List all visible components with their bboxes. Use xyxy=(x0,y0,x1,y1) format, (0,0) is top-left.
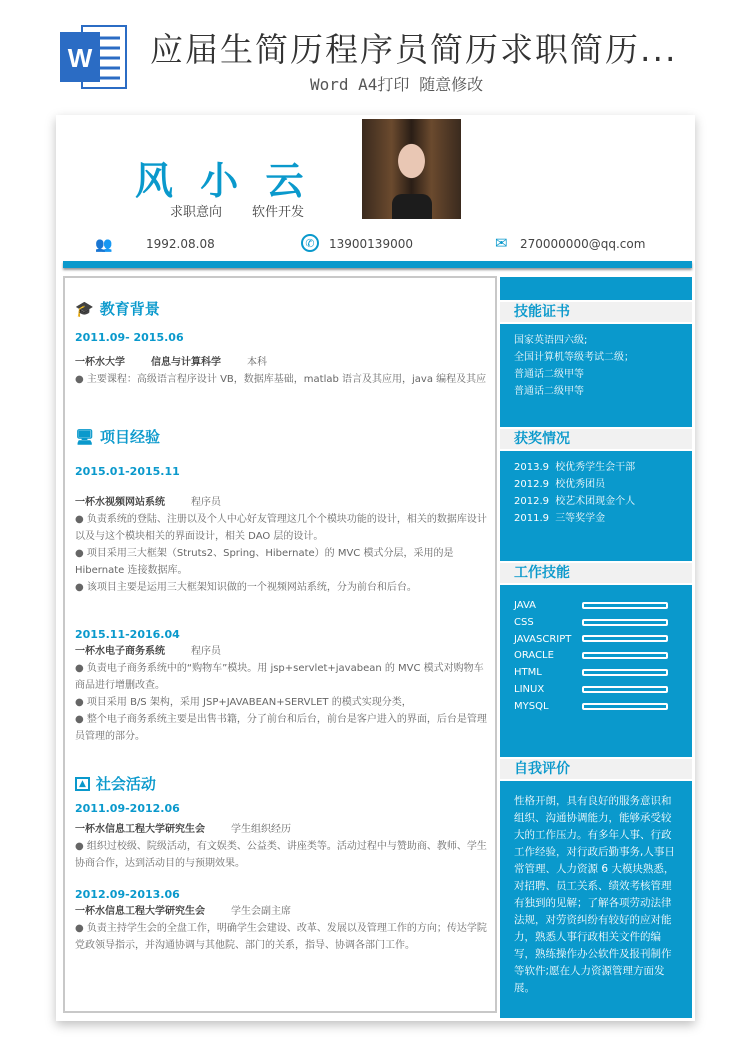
project-line: ● 整个电子商务系统主要是出售书籍，分了前台和后台，前台是客户进入的界面，后台是管理员管理的部分。 xyxy=(75,714,487,742)
certs-list xyxy=(500,324,692,427)
activity-date: 2012.09-2013.06 xyxy=(75,888,180,901)
award-name: 校优秀团员 xyxy=(555,479,606,490)
skill-name: JAVA xyxy=(514,599,537,611)
word-icon xyxy=(60,22,128,92)
phone-icon: ✆ xyxy=(301,234,319,252)
graduation-cap-icon: 🎓 xyxy=(75,299,94,318)
award-item xyxy=(514,510,678,527)
cert-item: 普通话二级甲等 xyxy=(514,386,584,397)
activity-role: 学生会副主席 xyxy=(231,906,291,917)
project-name: 一杯水电子商务系统 xyxy=(75,646,165,657)
skill-name: CSS xyxy=(514,616,534,628)
mail-icon: ✉ xyxy=(495,234,508,252)
email-address: 270000000@qq.com xyxy=(520,237,646,251)
skill-item xyxy=(514,631,678,648)
intent-value: 软件开发 xyxy=(252,205,305,220)
award-name: 校艺术团现金个人 xyxy=(555,496,636,507)
project-line: ● 负责电子商务系统中的“购物车”模块。用 jsp+servlet+javabean 的 MVC 模式对购物车商品进行增删改查。 xyxy=(75,663,484,691)
project-line: ● 负责系统的登陆、注册以及个人中心好友管理这几个个模块功能的设计，相关的数据库设计以及与这个模块相关的界面设计，相关 DAO 层的设计。 xyxy=(75,514,487,542)
skill-name: LINUX xyxy=(514,683,545,695)
self-evaluation: 性格开朗，具有良好的服务意识和组织、沟通协调能力，能够承受较大的工作压力。有多年人事、行政工作经验，对行政后勤事务,人事日常管理、人力资源 6 大模块熟悉，对招聘、员工关系、绩效考核管理有独到的见解；了解各项劳动法律法规，对劳资纠纷有较好的应对能力，熟悉人事行政相关文件的编写，熟练操作办公软件及报刊制作等软件;愿在人力资源管理方面发展。 xyxy=(500,781,692,1018)
activity-role: 学生组织经历 xyxy=(231,824,291,835)
activities-heading: ▲ 社会活动 xyxy=(75,773,487,794)
left-column xyxy=(63,276,497,1013)
project-line: ● 项目采用三大框架（Struts2、Spring、Hibernate）的 MVC 模式分层，采用的是 Hibernate 连接数据库。 xyxy=(75,548,454,576)
school: 一杯水大学 xyxy=(75,357,125,368)
skill-bar xyxy=(582,703,668,710)
right-column xyxy=(500,277,692,1018)
skills-list xyxy=(500,585,692,757)
awards-list xyxy=(500,451,692,561)
cert-item: 普通话二级甲等 xyxy=(514,369,584,380)
skill-name: ORACLE xyxy=(514,650,554,662)
skill-item xyxy=(514,647,678,664)
birth-info xyxy=(95,237,112,253)
activity-line: ● 负责主持学生会的全盘工作，明确学生会建设、改革、发展以及管理工作的方向；传达学院党政领导指示，并沟通协调与其他院、部门的关系，指导、协调各部门工作。 xyxy=(75,923,487,951)
candidate-name: 风 小 云 xyxy=(135,159,311,203)
monitor-icon: 🖥 xyxy=(75,427,95,446)
major: 信息与计算科学 xyxy=(151,357,221,368)
awards-heading: 获奖情况 xyxy=(500,429,692,449)
chart-image-icon: ▲ xyxy=(75,777,90,791)
svg-text:W: W xyxy=(67,43,93,73)
intent-label: 求职意向 xyxy=(170,205,223,220)
award-name: 校优秀学生会干部 xyxy=(555,462,636,473)
project-date: 2015.11-2016.04 xyxy=(75,628,180,641)
courses: ● 主要课程：高级语言程序设计 VB，数据库基础，matlab 语言及其应用，java 编程及其应 xyxy=(75,374,487,385)
award-item xyxy=(514,476,678,493)
skill-bar xyxy=(582,686,668,693)
degree: 本科 xyxy=(247,357,267,368)
activity-org: 一杯水信息工程大学研究生会 xyxy=(75,824,205,835)
education-heading: 🎓 教育背景 xyxy=(75,299,160,318)
projects-heading: 🖥 项目经验 xyxy=(75,427,161,446)
education-date: 2011.09- 2015.06 xyxy=(75,331,184,344)
skill-item xyxy=(514,664,678,681)
cert-item: 全国计算机等级考试二级； xyxy=(514,352,634,363)
project-line: ● 项目采用 B/S 架构，采用 JSP+JAVABEAN+SERVLET 的模式实现分类， xyxy=(75,697,412,708)
activity-line: ● 组织过校级、院级活动，有文娱类、公益类、讲座类等。活动过程中与赞助商、教师、学生协商合作，达到活动目的与预期效果。 xyxy=(75,841,487,869)
document-subtitle: Word A4打印 随意修改 xyxy=(310,75,484,94)
skill-bar xyxy=(582,602,668,609)
award-name: 三等奖学金 xyxy=(555,513,606,524)
skills-heading: 工作技能 xyxy=(500,563,692,583)
skill-bar xyxy=(582,652,668,659)
birth-date: 1992.08.08 xyxy=(146,237,215,251)
right-top-band xyxy=(500,277,692,300)
project-line: ● 该项目主要是运用三大框架知识做的一个视频网站系统，分为前台和后台。 xyxy=(75,582,417,593)
person-icon: 👥 xyxy=(95,237,113,253)
skill-item xyxy=(514,698,678,715)
award-year: 2011.9 xyxy=(514,513,549,524)
project-name: 一杯水视频网站系统 xyxy=(75,497,165,508)
skill-item xyxy=(514,597,678,614)
award-item xyxy=(514,459,678,476)
award-year: 2012.9 xyxy=(514,496,549,507)
project-role: 程序员 xyxy=(191,646,221,657)
skill-bar xyxy=(582,669,668,676)
skill-name: HTML xyxy=(514,667,542,679)
project-date: 2015.01-2015.11 xyxy=(75,465,180,478)
activity-org: 一杯水信息工程大学研究生会 xyxy=(75,906,205,917)
self-heading: 自我评价 xyxy=(500,759,692,779)
document-title: 应届生简历程序员简历求职简历... xyxy=(150,30,678,69)
skill-name: MYSQL xyxy=(514,700,549,712)
skill-item xyxy=(514,614,678,631)
award-item xyxy=(514,493,678,510)
cert-item: 国家英语四六级; xyxy=(514,335,588,346)
phone-number: 13900139000 xyxy=(329,237,413,251)
award-year: 2013.9 xyxy=(514,462,549,473)
skill-item xyxy=(514,681,678,698)
award-year: 2012.9 xyxy=(514,479,549,490)
header-divider xyxy=(63,261,692,268)
project-role: 程序员 xyxy=(191,497,221,508)
profile-photo xyxy=(362,119,461,219)
certs-heading: 技能证书 xyxy=(500,302,692,322)
skill-bar xyxy=(582,635,668,642)
activity-date: 2011.09-2012.06 xyxy=(75,802,180,815)
skill-bar xyxy=(582,619,668,626)
skill-name: JAVASCRIPT xyxy=(514,633,572,645)
